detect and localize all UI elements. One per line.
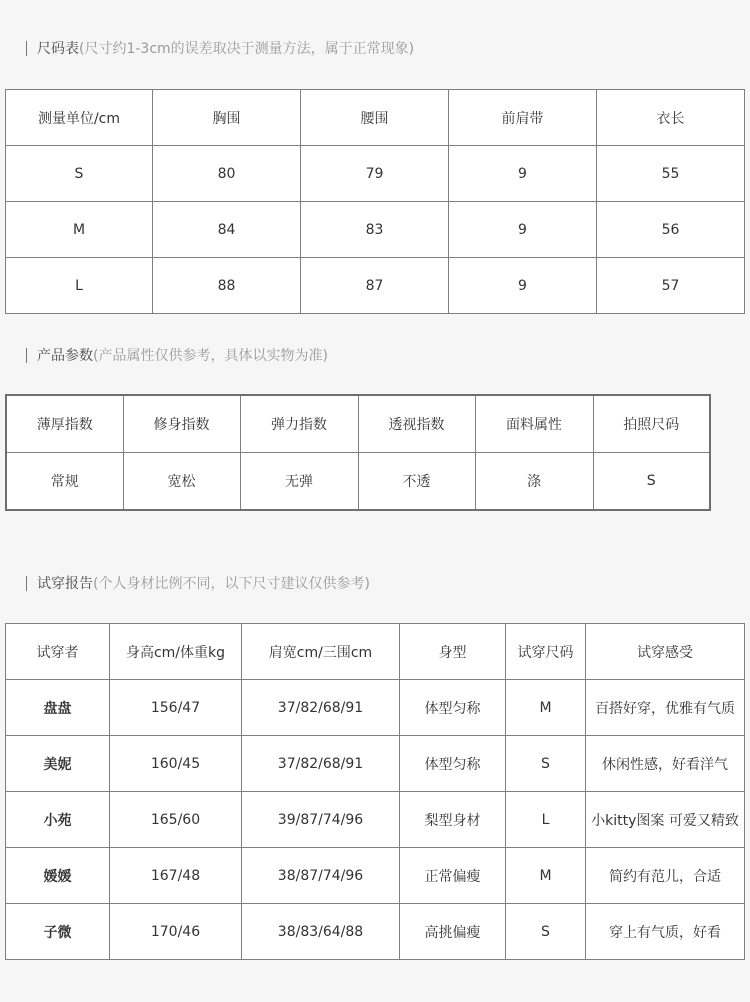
table-cell: 常规 bbox=[6, 453, 123, 511]
table-cell: M bbox=[506, 848, 586, 904]
table-cell: 正常偏瘦 bbox=[400, 848, 506, 904]
param-section-heading: 产品参数 bbox=[37, 348, 93, 364]
header-cell: 肩宽cm/三围cm bbox=[242, 624, 400, 680]
header-cell: 胸围 bbox=[153, 90, 301, 146]
table-cell: M bbox=[6, 202, 153, 258]
table-row bbox=[6, 258, 745, 314]
fit-table bbox=[5, 623, 745, 960]
table-cell: 涤 bbox=[475, 453, 593, 511]
table-cell: 百搭好穿，优雅有气质 bbox=[586, 680, 745, 736]
table-cell: 不透 bbox=[358, 453, 475, 511]
table-cell: 160/45 bbox=[110, 736, 242, 792]
header-cell: 试穿尺码 bbox=[506, 624, 586, 680]
header-cell: 修身指数 bbox=[123, 395, 240, 453]
param-section-title bbox=[26, 345, 328, 365]
table-cell: S bbox=[506, 904, 586, 960]
table-cell: 9 bbox=[449, 258, 597, 314]
table-cell: S bbox=[506, 736, 586, 792]
table-cell: 37/82/68/91 bbox=[242, 680, 400, 736]
table-row bbox=[6, 848, 745, 904]
table-header-row bbox=[6, 90, 745, 146]
table-cell: 57 bbox=[597, 258, 745, 314]
table-cell: 84 bbox=[153, 202, 301, 258]
table-cell: 156/47 bbox=[110, 680, 242, 736]
table-cell: 165/60 bbox=[110, 792, 242, 848]
table-cell: 穿上有气质，好看 bbox=[586, 904, 745, 960]
table-cell: M bbox=[506, 680, 586, 736]
tester-name: 媛媛 bbox=[6, 848, 110, 904]
table-cell: 体型匀称 bbox=[400, 736, 506, 792]
tester-name: 小苑 bbox=[6, 792, 110, 848]
table-cell: 梨型身材 bbox=[400, 792, 506, 848]
table-cell: 简约有范儿，合适 bbox=[586, 848, 745, 904]
size-section-title bbox=[26, 38, 414, 58]
title-divider bbox=[26, 576, 27, 591]
header-cell: 拍照尺码 bbox=[593, 395, 710, 453]
header-cell: 衣长 bbox=[597, 90, 745, 146]
table-cell: 小kitty图案 可爱又精致 bbox=[586, 792, 745, 848]
table-cell: 无弹 bbox=[240, 453, 358, 511]
table-cell: 79 bbox=[301, 146, 449, 202]
table-row bbox=[6, 202, 745, 258]
fit-section-heading: 试穿报告 bbox=[37, 576, 93, 592]
header-cell: 腰围 bbox=[301, 90, 449, 146]
table-row bbox=[6, 453, 710, 511]
header-cell: 面料属性 bbox=[475, 395, 593, 453]
header-cell: 测量单位/cm bbox=[6, 90, 153, 146]
header-cell: 身高cm/体重kg bbox=[110, 624, 242, 680]
param-section-note: (产品属性仅供参考，具体以实物为准) bbox=[93, 348, 328, 364]
table-row bbox=[6, 904, 745, 960]
table-row bbox=[6, 680, 745, 736]
size-section-note: (尺寸约1-3cm的误差取决于测量方法，属于正常现象) bbox=[79, 41, 415, 57]
table-cell: 9 bbox=[449, 202, 597, 258]
table-cell: 80 bbox=[153, 146, 301, 202]
title-divider bbox=[26, 41, 27, 56]
header-cell: 前肩带 bbox=[449, 90, 597, 146]
table-cell: 87 bbox=[301, 258, 449, 314]
table-cell: 休闲性感，好看洋气 bbox=[586, 736, 745, 792]
table-cell: L bbox=[6, 258, 153, 314]
param-table bbox=[5, 394, 711, 511]
table-header-row bbox=[6, 395, 710, 453]
table-cell: 56 bbox=[597, 202, 745, 258]
fit-section-note: (个人身材比例不同，以下尺寸建议仅供参考) bbox=[93, 576, 370, 592]
table-cell: 38/87/74/96 bbox=[242, 848, 400, 904]
table-cell: 170/46 bbox=[110, 904, 242, 960]
table-cell: 167/48 bbox=[110, 848, 242, 904]
header-cell: 试穿者 bbox=[6, 624, 110, 680]
table-cell: 39/87/74/96 bbox=[242, 792, 400, 848]
tester-name: 子微 bbox=[6, 904, 110, 960]
table-cell: L bbox=[506, 792, 586, 848]
title-divider bbox=[26, 348, 27, 363]
table-cell: 83 bbox=[301, 202, 449, 258]
table-cell: 体型匀称 bbox=[400, 680, 506, 736]
table-header-row bbox=[6, 624, 745, 680]
table-cell: 高挑偏瘦 bbox=[400, 904, 506, 960]
table-row bbox=[6, 146, 745, 202]
table-row bbox=[6, 792, 745, 848]
table-cell: 宽松 bbox=[123, 453, 240, 511]
table-row bbox=[6, 736, 745, 792]
table-cell: 37/82/68/91 bbox=[242, 736, 400, 792]
table-cell: 88 bbox=[153, 258, 301, 314]
tester-name: 盘盘 bbox=[6, 680, 110, 736]
fit-section-title bbox=[26, 573, 370, 593]
table-cell: S bbox=[593, 453, 710, 511]
table-cell: 55 bbox=[597, 146, 745, 202]
header-cell: 弹力指数 bbox=[240, 395, 358, 453]
header-cell: 薄厚指数 bbox=[6, 395, 123, 453]
header-cell: 身型 bbox=[400, 624, 506, 680]
table-cell: S bbox=[6, 146, 153, 202]
tester-name: 美妮 bbox=[6, 736, 110, 792]
table-cell: 38/83/64/88 bbox=[242, 904, 400, 960]
header-cell: 试穿感受 bbox=[586, 624, 745, 680]
table-cell: 9 bbox=[449, 146, 597, 202]
size-table bbox=[5, 89, 745, 314]
header-cell: 透视指数 bbox=[358, 395, 475, 453]
size-section-heading: 尺码表 bbox=[37, 41, 79, 57]
